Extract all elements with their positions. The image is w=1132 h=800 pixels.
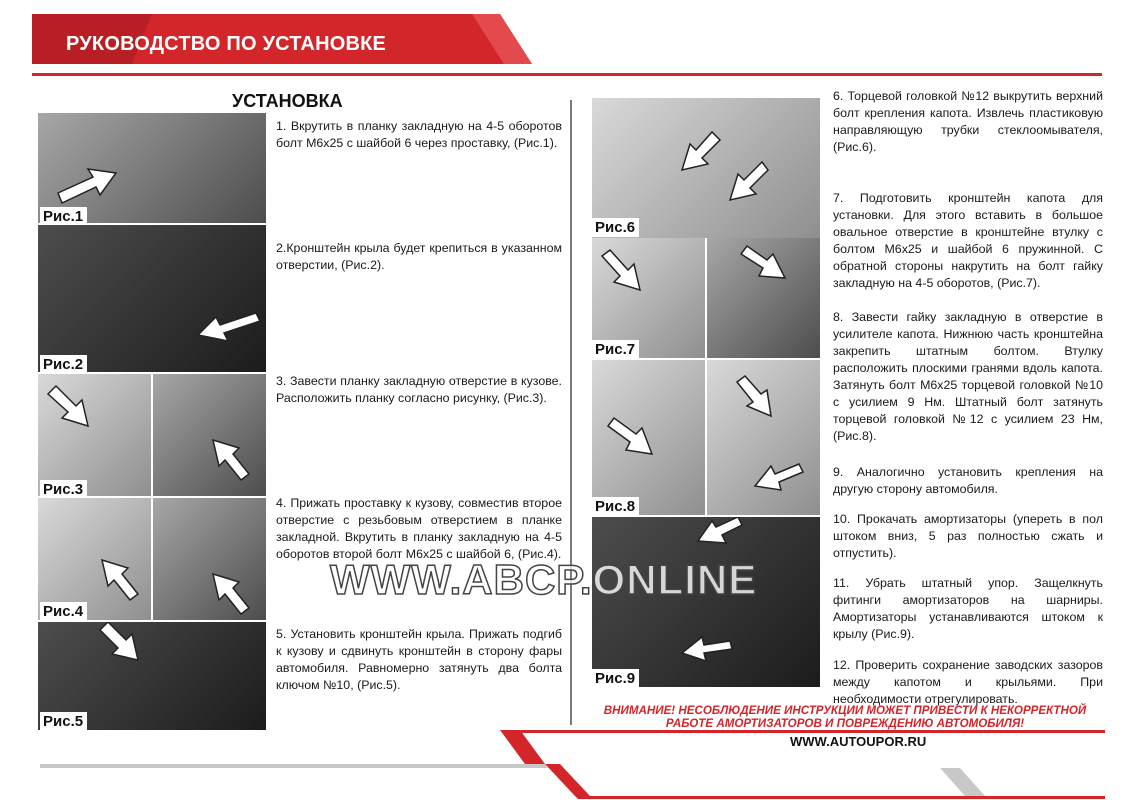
figure-2-photo: [38, 225, 266, 372]
page-title: РУКОВОДСТВО ПО УСТАНОВКЕ: [66, 33, 387, 55]
arrow-icon: [38, 374, 151, 496]
header-rule: [32, 73, 1102, 76]
column-divider: [570, 100, 572, 725]
step-1: 1. Вкрутить в планку закладную на 4-5 оборотов болт М6х25 с шайбой 6 через проставку, (Рис.1).: [276, 119, 562, 150]
step-7: 7. Подготовить кронштейн капота для установки. Для этого вставить в большое овальное отверстие в кронштейне втулку с болтом М6х25 и шайбой 6 пружинной. С обратной стороны накрутить на болт гайку закладную на 4-5 оборотов, (Рис.7).: [833, 191, 1103, 290]
figure-label: Рис.2: [40, 355, 87, 374]
step-8: 8. Завести гайку закладную в отверстие в усилителе капота. Нижнюю часть кронштейна закрепить штатным болтом. Втулку расположить плоскими гранями вдоль капота. Затянуть болт М6х25 торцевой головкой №10 с усилием 9 Нм. Штатный болт затянуть торцевой головкой №12 с усилием 23 Нм, (Рис.8).: [833, 310, 1103, 443]
step-11: 11. Убрать штатный упор. Защелкнуть фитинги амортизаторов на шарниры. Амортизаторы устанавливаются штоком к крылу (Рис.9).: [833, 576, 1103, 641]
figure-7b-photo: [707, 238, 820, 358]
footer-stripes: [0, 724, 1132, 800]
arrow-icon: [707, 360, 820, 515]
step-12: 12. Проверить сохранение заводских зазоров между капотом и крыльями. При необходимости отрегулировать.: [833, 658, 1103, 706]
warning-line-1: ВНИМАНИЕ! НЕСОБЛЮДЕНИЕ ИНСТРУКЦИИ МОЖЕТ ПРИВЕСТИ К НЕКОРРЕКТНОЙ: [603, 704, 1087, 717]
arrow-icon: [38, 225, 266, 372]
step-9: 9. Аналогично установить крепления на другую сторону автомобиля.: [833, 465, 1103, 496]
step-10: 10. Прокачать амортизаторы (упереть в пол штоком вниз, 5 раз полностью сжать и отпустить).: [833, 512, 1103, 560]
arrow-icon: [153, 374, 266, 496]
step-5: 5. Установить кронштейн крыла. Прижать подгиб к кузову и сдвинуть кронштейн в сторону фары автомобиля. Равномерно затянуть два болта ключом №10, (Рис.5).: [276, 627, 562, 692]
step-2: 2.Кронштейн крыла будет крепиться в указанном отверстии, (Рис.2).: [276, 241, 562, 272]
arrow-icon: [592, 98, 820, 238]
step-6: 6. Торцевой головкой №12 выкрутить верхний болт крепления капота. Извлечь пластиковую направляющую трубки стеклоомывателя, (Рис.6).: [833, 89, 1103, 154]
figure-label: Рис.4: [40, 602, 87, 621]
watermark: WWW.ABCP.ONLINE: [330, 556, 758, 603]
figure-label: Рис.9: [592, 669, 639, 688]
website-link[interactable]: WWW.AUTOUPOR.RU: [790, 734, 927, 749]
figure-8b-photo: [707, 360, 820, 515]
section-title: УСТАНОВКА: [232, 91, 343, 111]
figure-label: Рис.6: [592, 218, 639, 237]
warning-line-2: РАБОТЕ АМОРТИЗАТОРОВ И ПОВРЕЖДЕНИЮ АВТОМОБИЛЯ!: [665, 717, 1025, 730]
figure-4b-photo: [153, 498, 266, 620]
figure-3b-photo: [153, 374, 266, 496]
figure-label: Рис.5: [40, 712, 87, 731]
arrow-icon: [707, 238, 820, 358]
figure-6-photo: [592, 98, 820, 238]
figure-3a-photo: [38, 374, 151, 496]
figure-label: Рис.3: [40, 480, 87, 499]
figure-label: Рис.7: [592, 340, 639, 359]
figure-label: Рис.8: [592, 497, 639, 516]
step-4: 4. Прижать проставку к кузову, совместив второе отверстие с резьбовым отверстием в планке закладной. Вкрутить в планку закладную на 4-5 оборотов второй болт М6х25 с шайбой 6, (Рис.4).: [276, 496, 562, 561]
figure-label: Рис.1: [40, 207, 87, 226]
step-3: 3. Завести планку закладную отверстие в кузове. Расположить планку согласно рисунку, (Рис.3).: [276, 374, 562, 405]
figure-8a-photo: [592, 360, 705, 515]
arrow-icon: [153, 498, 266, 620]
arrow-icon: [592, 360, 705, 515]
